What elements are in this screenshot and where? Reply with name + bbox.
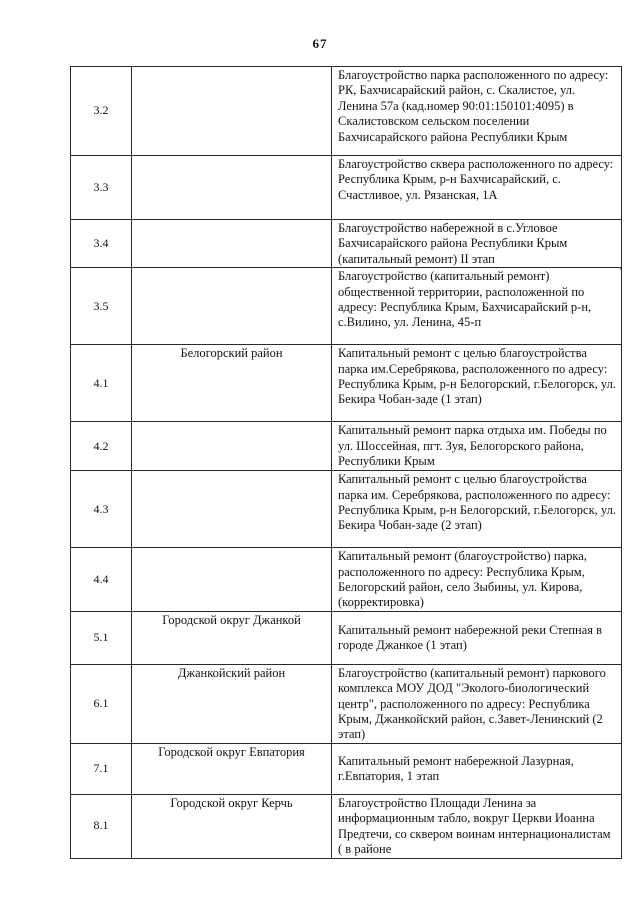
- scan-mark: [620, 268, 621, 270]
- district-cell: [132, 471, 332, 548]
- district-cell: [132, 156, 332, 220]
- table-row: [71, 422, 622, 471]
- table-row: [71, 220, 622, 268]
- project-description: Капитальный ремонт с целью благоустройства парка им.Серебрякова, расположенного по адресу: Республика Крым, р-н Белогорский, г.Белогорск, ул. Бекира Чобан-заде (1 этап): [332, 345, 622, 422]
- district-cell: Городской округ Евпатория: [132, 743, 332, 794]
- district-cell: Джанкойский район: [132, 664, 332, 743]
- project-description: Капитальный ремонт с целью благоустройства парка им. Серебрякова, расположенного по адресу: Республика Крым, р-н Белогорский, г.Белогорск, ул. Бекира Чобан-заде (2 этап): [332, 471, 622, 548]
- table-row: [71, 743, 622, 794]
- row-number: 3.5: [71, 268, 132, 345]
- table-row: [71, 67, 622, 156]
- row-number: 4.1: [71, 345, 132, 422]
- district-cell: [132, 548, 332, 612]
- row-number: 7.1: [71, 743, 132, 794]
- row-number: 5.1: [71, 611, 132, 664]
- table-row: [71, 471, 622, 548]
- row-number: 4.2: [71, 422, 132, 471]
- table-row: [71, 611, 622, 664]
- district-cell: Белогорский район: [132, 345, 332, 422]
- district-cell: [132, 67, 332, 156]
- table-row: [71, 664, 622, 743]
- table-row: [71, 794, 622, 858]
- district-cell: Городской округ Джанкой: [132, 611, 332, 664]
- row-number: 4.4: [71, 548, 132, 612]
- row-number: 3.3: [71, 156, 132, 220]
- row-number: 4.3: [71, 471, 132, 548]
- table-row: [71, 156, 622, 220]
- project-description: Капитальный ремонт (благоустройство) парка, расположенного по адресу: Республика Крым, Белогорский район, село Зыбины, ул. Кирова, (корректировка): [332, 548, 622, 612]
- project-description: Капитальный ремонт набережной реки Степная в городе Джанкое (1 этап): [332, 611, 622, 664]
- table-row: [71, 345, 622, 422]
- project-description: Благоустройство (капитальный ремонт) паркового комплекса МОУ ДОД "Эколого-биологический центр", расположенного по адресу: Республика Крым, Джанкойский район, с.Завет-Ленинский (2 этап): [332, 664, 622, 743]
- row-number: 3.4: [71, 220, 132, 268]
- district-cell: [132, 422, 332, 471]
- row-number: 6.1: [71, 664, 132, 743]
- project-description: Капитальный ремонт набережной Лазурная, г.Евпатория, 1 этап: [332, 743, 622, 794]
- project-description: Благоустройство набережной в с.Угловое Бахчисарайского района Республики Крым (капитальный ремонт) II этап: [332, 220, 622, 268]
- projects-table: [70, 66, 622, 859]
- project-description: Благоустройство Площади Ленина за информационным табло, вокруг Церкви Иоанна Предтечи, со сквером воинам интернационалистам ( в районе: [332, 794, 622, 858]
- project-description: Благоустройство парка расположенного по адресу: РК, Бахчисарайский район, с. Скалистое, ул. Ленина 57а (кад.номер 90:01:150101:4095) в Скалистовском сельском поселении Бахчисарайского района Республики Крым: [332, 67, 622, 156]
- project-description: Благоустройство сквера расположенного по адресу: Республика Крым, р-н Бахчисарайский, с. Счастливое, ул. Рязанская, 1А: [332, 156, 622, 220]
- project-description: Благоустройство (капитальный ремонт) общественной территории, расположенной по адресу: Республика Крым, Бахчисарайский р-н, с.Вилино, ул. Ленина, 45-п: [332, 268, 622, 345]
- table-row: [71, 548, 622, 612]
- project-description: Капитальный ремонт парка отдыха им. Победы по ул. Шоссейная, пгт. Зуя, Белогорского района, Республики Крым: [332, 422, 622, 471]
- row-number: 8.1: [71, 794, 132, 858]
- district-cell: Городской округ Керчь: [132, 794, 332, 858]
- district-cell: [132, 220, 332, 268]
- row-number: 3.2: [71, 67, 132, 156]
- district-cell: [132, 268, 332, 345]
- table-row: [71, 268, 622, 345]
- page-number: 67: [312, 36, 328, 51]
